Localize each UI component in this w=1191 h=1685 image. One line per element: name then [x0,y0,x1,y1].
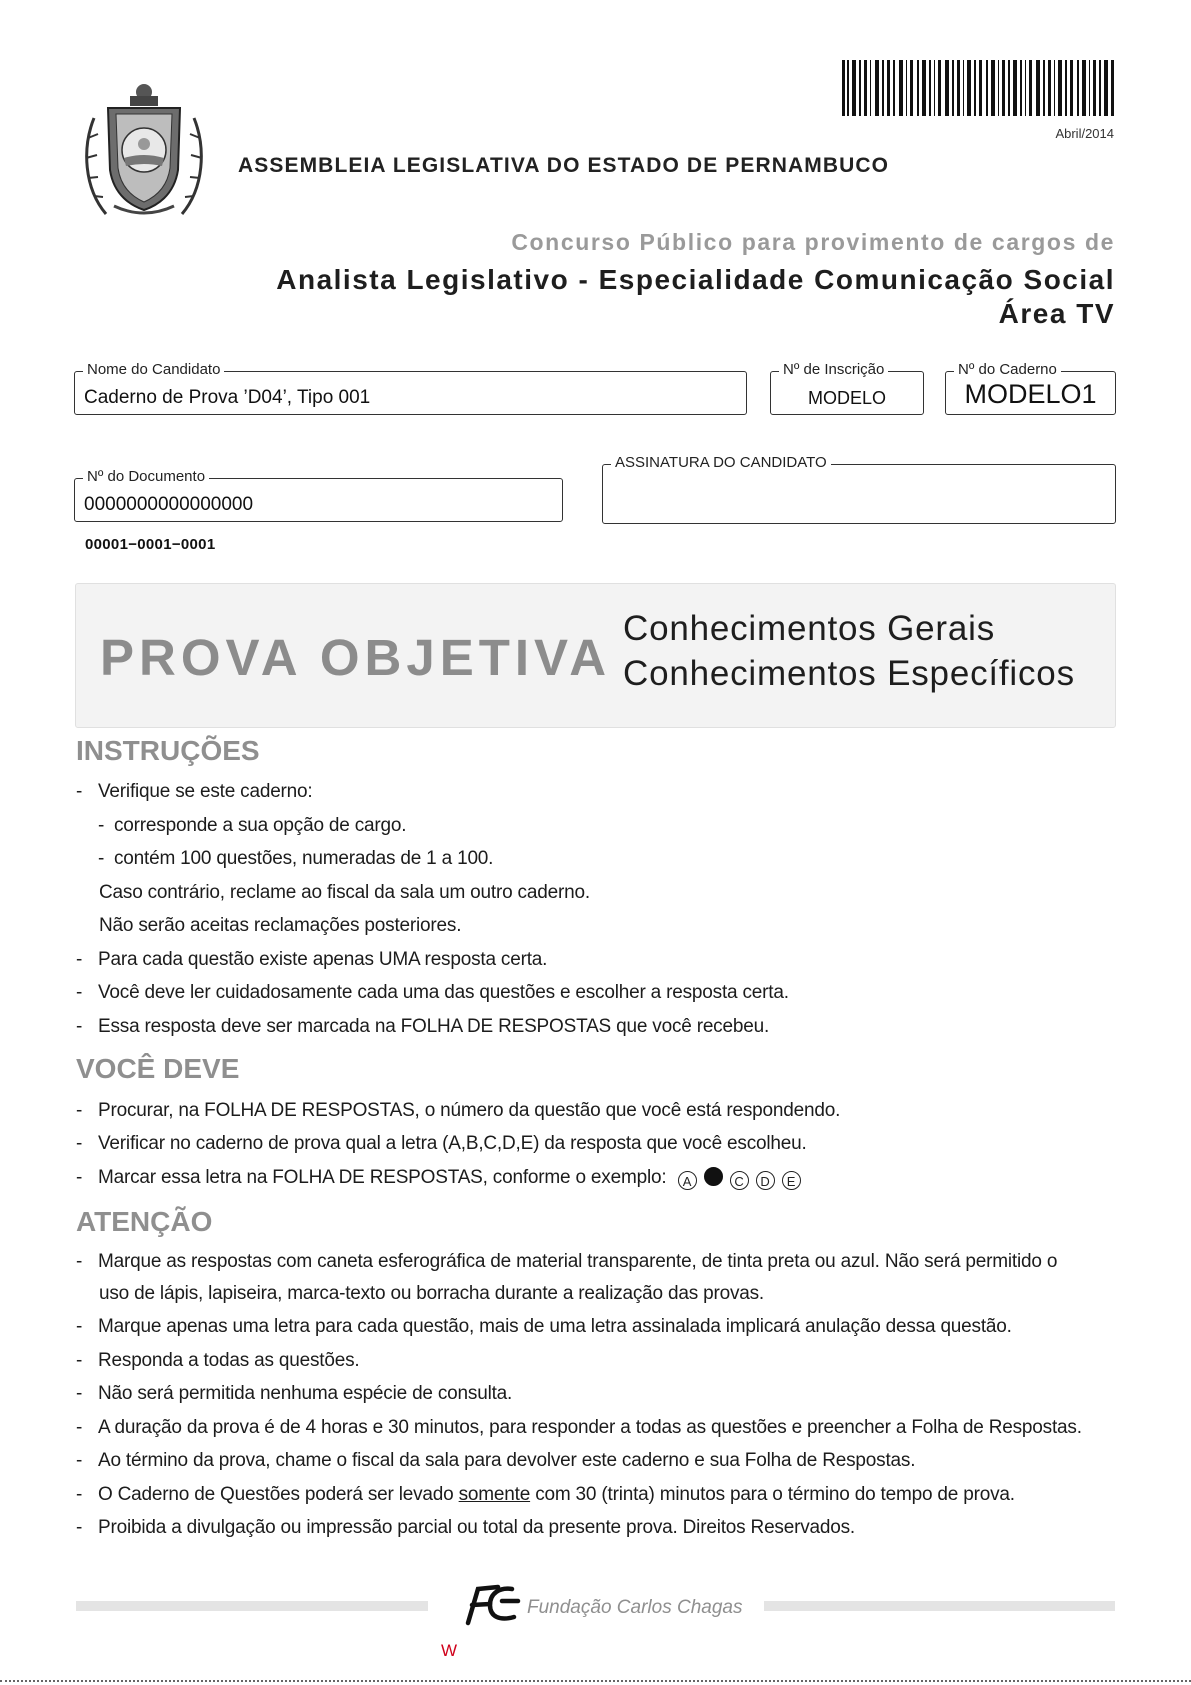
atencao-item: - Marque as respostas com caneta esferográfica de material transparente, de tinta preta ou azul. Não será permitido o [76,1251,1058,1272]
candidate-code: 00001−0001−0001 [85,536,216,553]
contest-title-line2: Área TV [998,298,1115,329]
inscription-number-field[interactable] [770,361,924,415]
instruction-item: - Para cada questão existe apenas UMA resposta certa. [76,949,548,970]
institution-name: ASSEMBLEIA LEGISLATIVA DO ESTADO DE PERNAMBUCO [238,154,890,177]
footer-bar-right [764,1601,1115,1611]
subject-specific: Conhecimentos Específicos [623,654,1075,693]
fcc-logo [462,1583,522,1627]
booklet-number-value: MODELO1 [964,379,1097,409]
instruction-note: Não serão aceitas reclamações posteriores. [99,915,462,936]
instruction-item: - Essa resposta deve ser marcada na FOLHA DE RESPOSTAS que você recebeu. [76,1016,770,1037]
underlined-word: somente [458,1484,531,1505]
instruction-item: - Você deve ler cuidadosamente cada uma das questões e escolher a resposta certa. [76,982,789,1003]
voce-deve-item: - Procurar, na FOLHA DE RESPOSTAS, o número da questão que você está respondendo. [76,1100,841,1121]
bubble-b-filled [704,1167,723,1186]
exam-date: Abril/2014 [1055,126,1114,141]
perforation-line [0,1680,1191,1682]
coat-of-arms-logo [74,78,214,224]
atencao-item: - Ao término da prova, chame o fiscal da sala para devolver este caderno e sua Folha de Respostas. [76,1450,916,1471]
page-mark: W [441,1641,458,1660]
document-number-value: 0000000000000000 [84,494,254,515]
answer-example [678,1167,808,1192]
instruction-subitem: - corresponde a sua opção de cargo. [98,815,407,836]
inscription-number-value: MODELO [807,388,886,408]
footer-bar-left [76,1601,428,1611]
atencao-item-continuation: uso de lápis, lapiseira, marca-texto ou borracha durante a realização das provas. [99,1283,765,1304]
exam-type-title: PROVA OBJETIVA [100,629,612,686]
barcode [842,60,1114,116]
bubble-a: A [678,1171,697,1190]
instructions-heading: INSTRUÇÕES [76,735,260,766]
instruction-subitem: - contém 100 questões, numeradas de 1 a 100. [98,848,494,869]
candidate-name-value: Caderno de Prova ’D04’, Tipo 001 [84,387,371,408]
instruction-note: Caso contrário, reclame ao fiscal da sala um outro caderno. [99,882,590,903]
contest-title-line1: Analista Legislativo - Especialidade Comunicação Social [276,264,1115,295]
atencao-item: - O Caderno de Questões poderá ser levado somente com 30 (trinta) minutos para o término do tempo de prova. [76,1484,1015,1505]
contest-subtitle: Concurso Público para provimento de cargos de [511,229,1115,255]
atencao-item: - Não será permitida nenhuma espécie de consulta. [76,1383,513,1404]
organization-name: Fundação Carlos Chagas [527,1597,743,1618]
inscription-number-label: Nº de Inscrição [779,361,888,378]
contest-title [276,263,1115,331]
atencao-heading: ATENÇÃO [76,1206,213,1237]
subject-general: Conhecimentos Gerais [623,609,995,648]
bubble-c: C [730,1171,749,1190]
voce-deve-item: - Marcar essa letra na FOLHA DE RESPOSTAS, conforme o exemplo: A C D E [76,1167,808,1192]
atencao-item: - Responda a todas as questões. [76,1350,360,1371]
instruction-item: - Verifique se este caderno: [76,781,313,802]
candidate-name-field[interactable] [74,361,747,415]
candidate-name-label: Nome do Candidato [83,361,224,378]
candidate-signature-label: ASSINATURA DO CANDIDATO [611,454,831,471]
bubble-d: D [756,1171,775,1190]
voce-deve-item: - Verificar no caderno de prova qual a letra (A,B,C,D,E) da resposta que você escolheu. [76,1133,807,1154]
bubble-e: E [782,1171,801,1190]
document-number-label: Nº do Documento [83,468,209,485]
atencao-item: - Marque apenas uma letra para cada questão, mais de uma letra assinalada implicará anulação dessa questão. [76,1316,1012,1337]
atencao-item: - A duração da prova é de 4 horas e 30 minutos, para responder a todas as questões e preencher a Folha de Respostas. [76,1417,1082,1438]
booklet-number-label: Nº do Caderno [954,361,1061,378]
voce-deve-heading: VOCÊ DEVE [76,1053,240,1084]
booklet-number-field[interactable] [945,361,1116,415]
atencao-item: - Proibida a divulgação ou impressão parcial ou total da presente prova. Direitos Reservados. [76,1517,856,1538]
candidate-signature-field[interactable] [602,454,1116,524]
document-number-field[interactable] [74,468,563,522]
